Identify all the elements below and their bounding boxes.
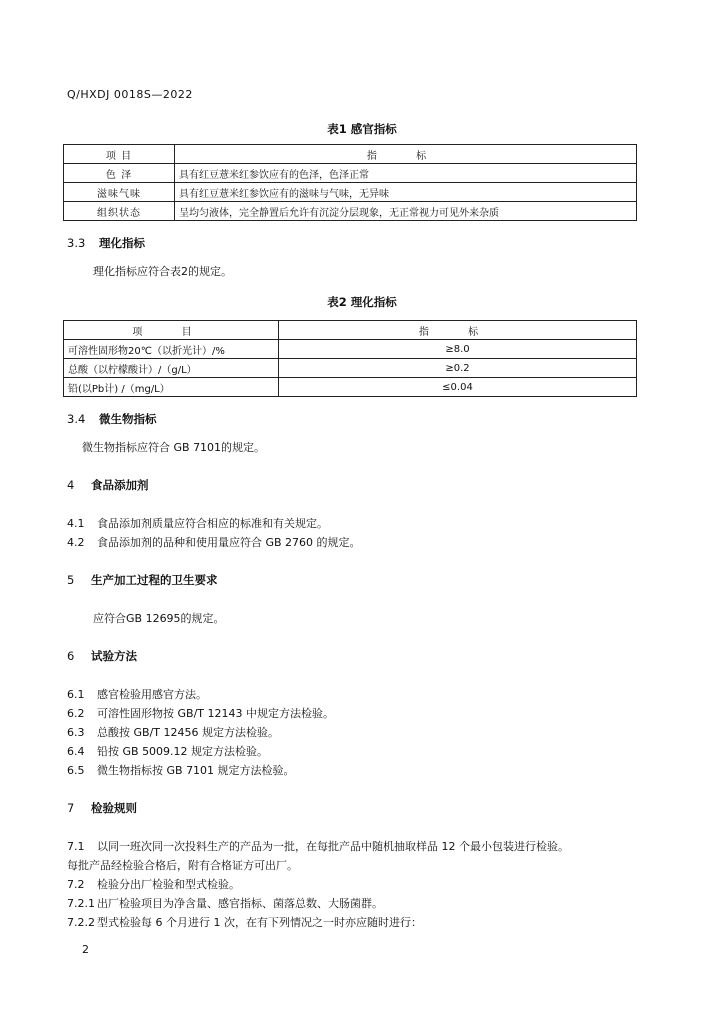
sensory-table xyxy=(63,144,637,221)
table-cell: ≥0.2 xyxy=(279,359,637,378)
table-header-cell: 项 目 xyxy=(64,145,175,164)
table-cell: 总酸（以柠檬酸计）/（g/L） xyxy=(64,359,279,378)
section-heading xyxy=(67,477,149,493)
table-header-cell: 指 标 xyxy=(279,321,637,340)
item-text: 检验分出厂检验和型式检验。 xyxy=(97,878,240,891)
item-number: 6.5 xyxy=(67,764,85,777)
section-number: 6 xyxy=(67,649,75,663)
list-item xyxy=(67,515,328,531)
section-heading xyxy=(67,800,137,816)
standard-code: Q/HXDJ 0018S—2022 xyxy=(67,88,193,101)
table-header-cell: 指 标 xyxy=(175,145,637,164)
table-cell: 具有红豆薏米红参饮应有的滋味与气味，无异味 xyxy=(175,183,637,202)
section-title: 生产加工过程的卫生要求 xyxy=(91,573,218,587)
table-cell: 色 泽 xyxy=(64,164,175,183)
list-item xyxy=(67,743,268,759)
section-heading xyxy=(67,411,157,427)
paragraph: 理化指标应符合表2的规定。 xyxy=(93,265,232,278)
list-item xyxy=(67,686,207,702)
item-text: 铅按 GB 5009.12 规定方法检验。 xyxy=(97,745,269,758)
list-item xyxy=(67,534,361,550)
section-number: 3.3 xyxy=(67,236,86,250)
item-number: 6.1 xyxy=(67,688,85,701)
table-cell: 呈均匀液体，完全静置后允许有沉淀分层现象，无正常视力可见外来杂质 xyxy=(175,202,637,221)
table-row xyxy=(64,202,637,221)
list-item xyxy=(67,838,569,854)
table-cell: ≥8.0 xyxy=(279,340,637,359)
section-title: 食品添加剂 xyxy=(91,478,149,492)
list-item xyxy=(67,914,422,930)
table-cell: ≤0.04 xyxy=(279,378,637,397)
table-row xyxy=(64,359,637,378)
table-cell: 具有红豆薏米红参饮应有的色泽，色泽正常 xyxy=(175,164,637,183)
table-header-row xyxy=(64,321,637,340)
section-title: 试验方法 xyxy=(91,649,138,663)
item-text: 型式检验每 6 个月进行 1 次，在有下列情况之一时亦应随时进行： xyxy=(97,916,422,929)
page-number: 2 xyxy=(82,943,89,956)
section-number: 4 xyxy=(67,478,75,492)
table-header-row xyxy=(64,145,637,164)
table-row xyxy=(64,378,637,397)
table-row xyxy=(64,164,637,183)
item-text: 可溶性固形物按 GB/T 12143 中规定方法检验。 xyxy=(97,707,334,720)
section-title: 理化指标 xyxy=(99,236,146,250)
section-heading xyxy=(67,235,145,251)
item-number: 7.1 xyxy=(67,840,85,853)
item-number: 7.2.1 xyxy=(67,897,95,910)
section-number: 7 xyxy=(67,801,75,815)
item-number: 6.2 xyxy=(67,707,85,720)
table-cell: 滋味气味 xyxy=(64,183,175,202)
item-text: 感官检验用感官方法。 xyxy=(97,688,207,701)
item-number: 4.2 xyxy=(67,536,85,549)
section-number: 5 xyxy=(67,573,75,587)
item-text: 以同一班次同一次投料生产的产品为一批，在每批产品中随机抽取样品 12 个最小包装进行检验。 xyxy=(97,840,569,853)
section-title: 检验规则 xyxy=(91,801,138,815)
item-text: 食品添加剂质量应符合相应的标准和有关规定。 xyxy=(97,517,328,530)
physicochemical-table xyxy=(63,320,637,397)
list-item xyxy=(67,705,334,721)
section-heading xyxy=(67,648,137,664)
table-row xyxy=(64,183,637,202)
paragraph: 微生物指标应符合 GB 7101的规定。 xyxy=(82,441,266,454)
list-item xyxy=(67,876,240,892)
item-number: 4.1 xyxy=(67,517,85,530)
table-cell: 组织状态 xyxy=(64,202,175,221)
table1-caption: 表1 感官指标 xyxy=(327,122,397,136)
item-number: 7.2 xyxy=(67,878,85,891)
item-text: 食品添加剂的品种和使用量应符合 GB 2760 的规定。 xyxy=(97,536,361,549)
list-item xyxy=(67,895,383,911)
paragraph: 应符合GB 12695的规定。 xyxy=(93,612,225,625)
list-item xyxy=(67,762,295,778)
table-cell: 可溶性固形物20℃（以折光计）/% xyxy=(64,340,279,359)
section-heading xyxy=(67,572,218,588)
paragraph-continuation: 每批产品经检验合格后，附有合格证方可出厂。 xyxy=(67,859,298,872)
list-item xyxy=(67,724,279,740)
item-number: 6.4 xyxy=(67,745,85,758)
table-header-cell: 项 目 xyxy=(64,321,279,340)
section-title: 微生物指标 xyxy=(99,412,157,426)
item-text: 微生物指标按 GB 7101 规定方法检验。 xyxy=(97,764,295,777)
table-row xyxy=(64,340,637,359)
section-number: 3.4 xyxy=(67,412,86,426)
table2-caption: 表2 理化指标 xyxy=(327,295,397,309)
item-number: 7.2.2 xyxy=(67,916,95,929)
item-number: 6.3 xyxy=(67,726,85,739)
table-cell: 铅(以Pb计) /（mg/L） xyxy=(64,378,279,397)
item-text: 出厂检验项目为净含量、感官指标、菌落总数、大肠菌群。 xyxy=(97,897,383,910)
item-text: 总酸按 GB/T 12456 规定方法检验。 xyxy=(97,726,279,739)
